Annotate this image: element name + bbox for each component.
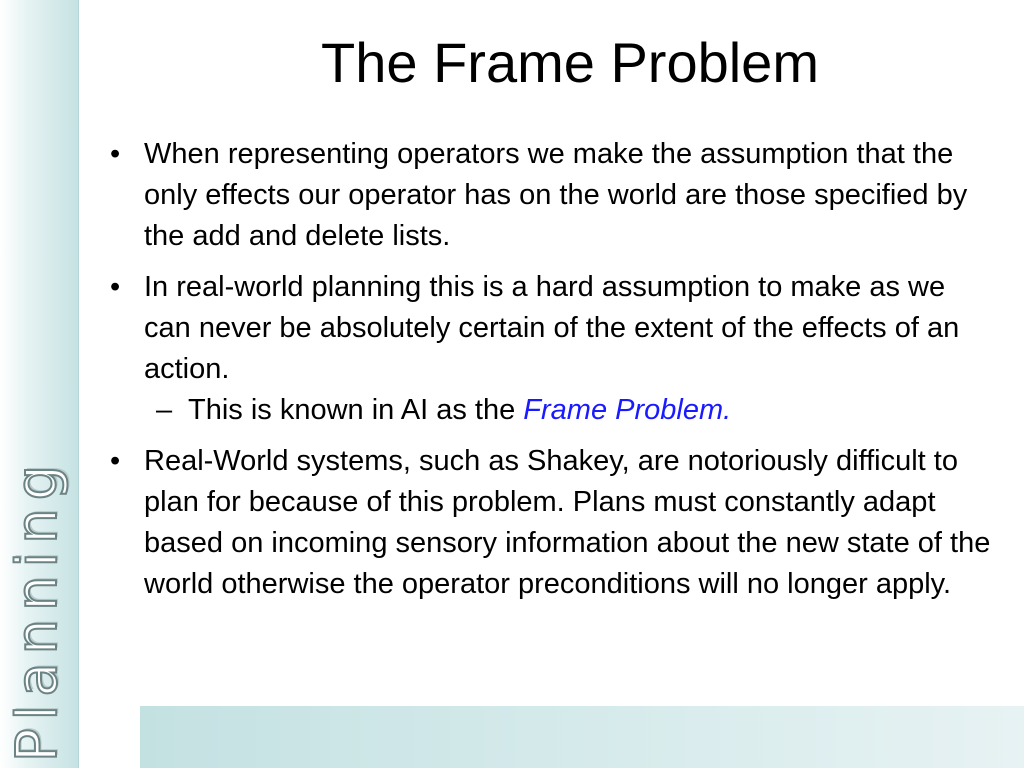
bullet-glyph: • bbox=[110, 445, 121, 477]
bullet-text: When representing operators we make the assumption that the only effects our operator has on the world are those specified by the add and delete lists. bbox=[144, 138, 968, 252]
bullet-text: In real-world planning this is a hard assumption to make as we can never be absolutely certain of the extent of the effects of an action. bbox=[144, 271, 960, 385]
side-label-text: Planning bbox=[5, 456, 71, 762]
frame-problem-highlight: Frame Problem. bbox=[523, 394, 732, 426]
sub-bullet-item bbox=[144, 390, 995, 431]
sub-bullet-list bbox=[144, 390, 995, 431]
bullet-glyph: • bbox=[110, 271, 121, 303]
bullet-item bbox=[100, 441, 995, 605]
bullet-item bbox=[100, 267, 995, 431]
side-label bbox=[5, 456, 71, 762]
bottom-band bbox=[140, 706, 1024, 768]
bullet-list bbox=[100, 134, 995, 615]
bullet-text: Real-World systems, such as Shakey, are notoriously difficult to plan for because of this problem. Plans must constantly adapt based on incoming sensory information about the new state of the world otherwise the operator preconditions will no longer apply. bbox=[144, 445, 991, 600]
sub-bullet-text: This is known in AI as the bbox=[188, 394, 524, 426]
bullet-item bbox=[100, 134, 995, 257]
sub-bullet-glyph: – bbox=[156, 394, 173, 426]
slide-title: The Frame Problem bbox=[321, 31, 819, 94]
bullet-glyph: • bbox=[110, 138, 121, 170]
